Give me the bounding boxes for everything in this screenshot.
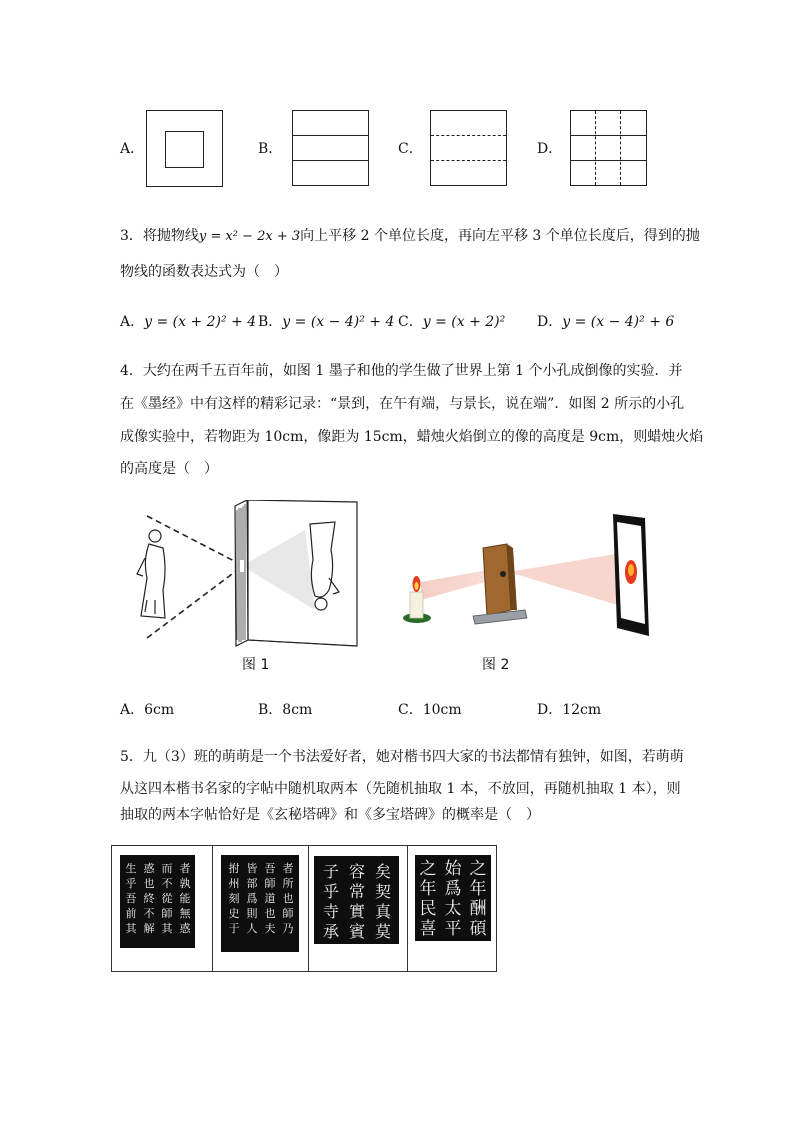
calligraphy-image-2: [221, 855, 299, 952]
q4-figure-1-caption: 图 1: [242, 657, 270, 673]
q4-stem-line-2: 在《墨经》中有这样的精彩记录：“景到，在午有端，与景长，说在端”．如图 2 所示的小孔: [120, 396, 685, 412]
q2-figure-a: [146, 110, 223, 187]
q2-figure-d-dash-2: [620, 111, 621, 185]
q4-stem-line-3: 成像实验中，若物距为 10cm，像距为 15cm，蜡烛火焰倒立的像的高度是 9cm，则蜡烛火焰: [120, 429, 704, 445]
q4-figure-1-mozi-pinhole: [125, 500, 370, 648]
q5-stem-line-2: 从这四本楷书名家的字帖中随机取两本（先随机抽取 1 本，不放回，再随机抽取 1 本），则: [120, 781, 681, 797]
q3-option-a: [120, 312, 256, 332]
calligraphy-3-col-2: 容 常 實 賓: [348, 862, 365, 941]
q4-option-a: A．6cm: [120, 702, 175, 718]
q3-option-b: [258, 312, 394, 332]
calligraphy-2-col-4: 拊 州 刻 史 于: [228, 862, 240, 935]
q3-option-d: [537, 312, 674, 332]
q2-figure-d-dash-1: [595, 111, 596, 185]
calligraphy-image-1: [120, 855, 195, 948]
pinhole-board: [473, 544, 527, 624]
q3-option-d-letter: D．: [537, 314, 563, 330]
calligraphy-1-col-2: 而 不 從 師 其: [161, 862, 173, 935]
calligraphy-1-col-4: 生 乎 吾 前 其: [125, 862, 137, 935]
q2-figure-d-line-2: [571, 160, 646, 161]
calligraphy-1-col-1: 者 孰 能 無 惑: [179, 862, 191, 935]
q2-figure-a-inner-square: [165, 131, 204, 168]
q3-stem-line-1: [120, 226, 700, 247]
q2-figure-b-line-1: [293, 135, 368, 136]
q2-figure-c-dash-1: [431, 135, 506, 136]
q3-stem-suffix: 向上平移 2 个单位长度，再向左平移 3 个单位长度后，得到的抛: [300, 228, 700, 244]
q2-figure-b-line-2: [293, 160, 368, 161]
inverted-person-image: [310, 522, 339, 610]
q3-option-c: [398, 312, 505, 332]
calligraphy-panel-2: [212, 845, 309, 972]
q2-figure-c: [430, 110, 507, 186]
calligraphy-4-col-1: 之 年 酬 碩: [469, 859, 487, 939]
calligraphy-panel-4: [407, 845, 497, 972]
q3-option-a-letter: A．: [120, 314, 145, 330]
q3-option-d-formula: y = (x − 4)² + 6: [562, 314, 675, 330]
q3-stem-line-2: 物线的函数表达式为（ ）: [120, 264, 288, 280]
calligraphy-4-col-3: 之 年 民 喜: [419, 859, 437, 939]
q4-stem-line-1: 4．大约在两千五百年前，如图 1 墨子和他的学生做了世界上第 1 个小孔成倒像的实验．并: [120, 363, 683, 379]
q2-option-d-letter: D．: [537, 141, 563, 157]
q2-option-c-letter: C．: [398, 141, 423, 157]
image-screen: [613, 514, 649, 636]
q4-option-d: D．12cm: [537, 702, 602, 718]
q2-figure-d: [570, 110, 647, 186]
q2-figure-c-dash-2: [431, 160, 506, 161]
calligraphy-panel-3: [308, 845, 408, 972]
calligraphy-1-col-3: 惑 也 終 不 解: [143, 862, 155, 935]
calligraphy-4-col-2: 始 爲 太 平: [444, 859, 462, 939]
q4-figure-2-caption: 图 2: [482, 657, 510, 673]
q3-stem-prefix: 3．将抛物线: [120, 228, 199, 244]
pinhole-wall: [235, 500, 248, 646]
q3-option-c-formula: y = (x + 2)²: [422, 314, 506, 330]
q3-option-b-letter: B．: [258, 314, 283, 330]
q3-option-b-formula: y = (x − 4)² + 4: [282, 314, 395, 330]
person-figure: [137, 530, 165, 618]
q2-figure-b: [292, 110, 369, 186]
calligraphy-2-col-3: 皆 部 爲 則 人: [246, 862, 258, 935]
beam-right: [509, 552, 627, 608]
q2-option-b-letter: B．: [258, 141, 283, 157]
q4-stem-line-4: 的高度是（ ）: [120, 461, 218, 477]
q4-figure-2-candle-pinhole: [395, 512, 660, 640]
calligraphy-panel-1: [111, 845, 213, 972]
q5-stem-line-3: 抽取的两本字帖恰好是《玄秘塔碑》和《多宝塔碑》的概率是（ ）: [120, 807, 540, 823]
calligraphy-3-col-3: 子 乎 寺 承: [322, 862, 339, 941]
calligraphy-image-3: [314, 856, 399, 944]
q5-stem-line-1: 5．九（3）班的萌萌是一个书法爱好者，她对楷书四大家的书法都情有独钟，如图，若萌萌: [120, 749, 684, 765]
calligraphy-image-4: [415, 855, 491, 941]
q4-option-b: B．8cm: [258, 702, 313, 718]
q3-stem-formula: y = x² − 2x + 3: [198, 229, 301, 244]
calligraphy-3-col-1: 矣 契 真 莫: [374, 862, 391, 941]
q3-option-c-letter: C．: [398, 314, 423, 330]
calligraphy-2-col-1: 者 所 也 師 乃: [282, 862, 294, 935]
q2-figure-d-line-1: [571, 135, 646, 136]
calligraphy-2-col-2: 吾 師 道 也 夫: [264, 862, 276, 935]
light-cone: [242, 530, 315, 610]
q3-option-a-formula: y = (x + 2)² + 4: [144, 314, 257, 330]
q4-option-c: C．10cm: [398, 702, 462, 718]
q2-option-a-letter: A．: [120, 141, 145, 157]
